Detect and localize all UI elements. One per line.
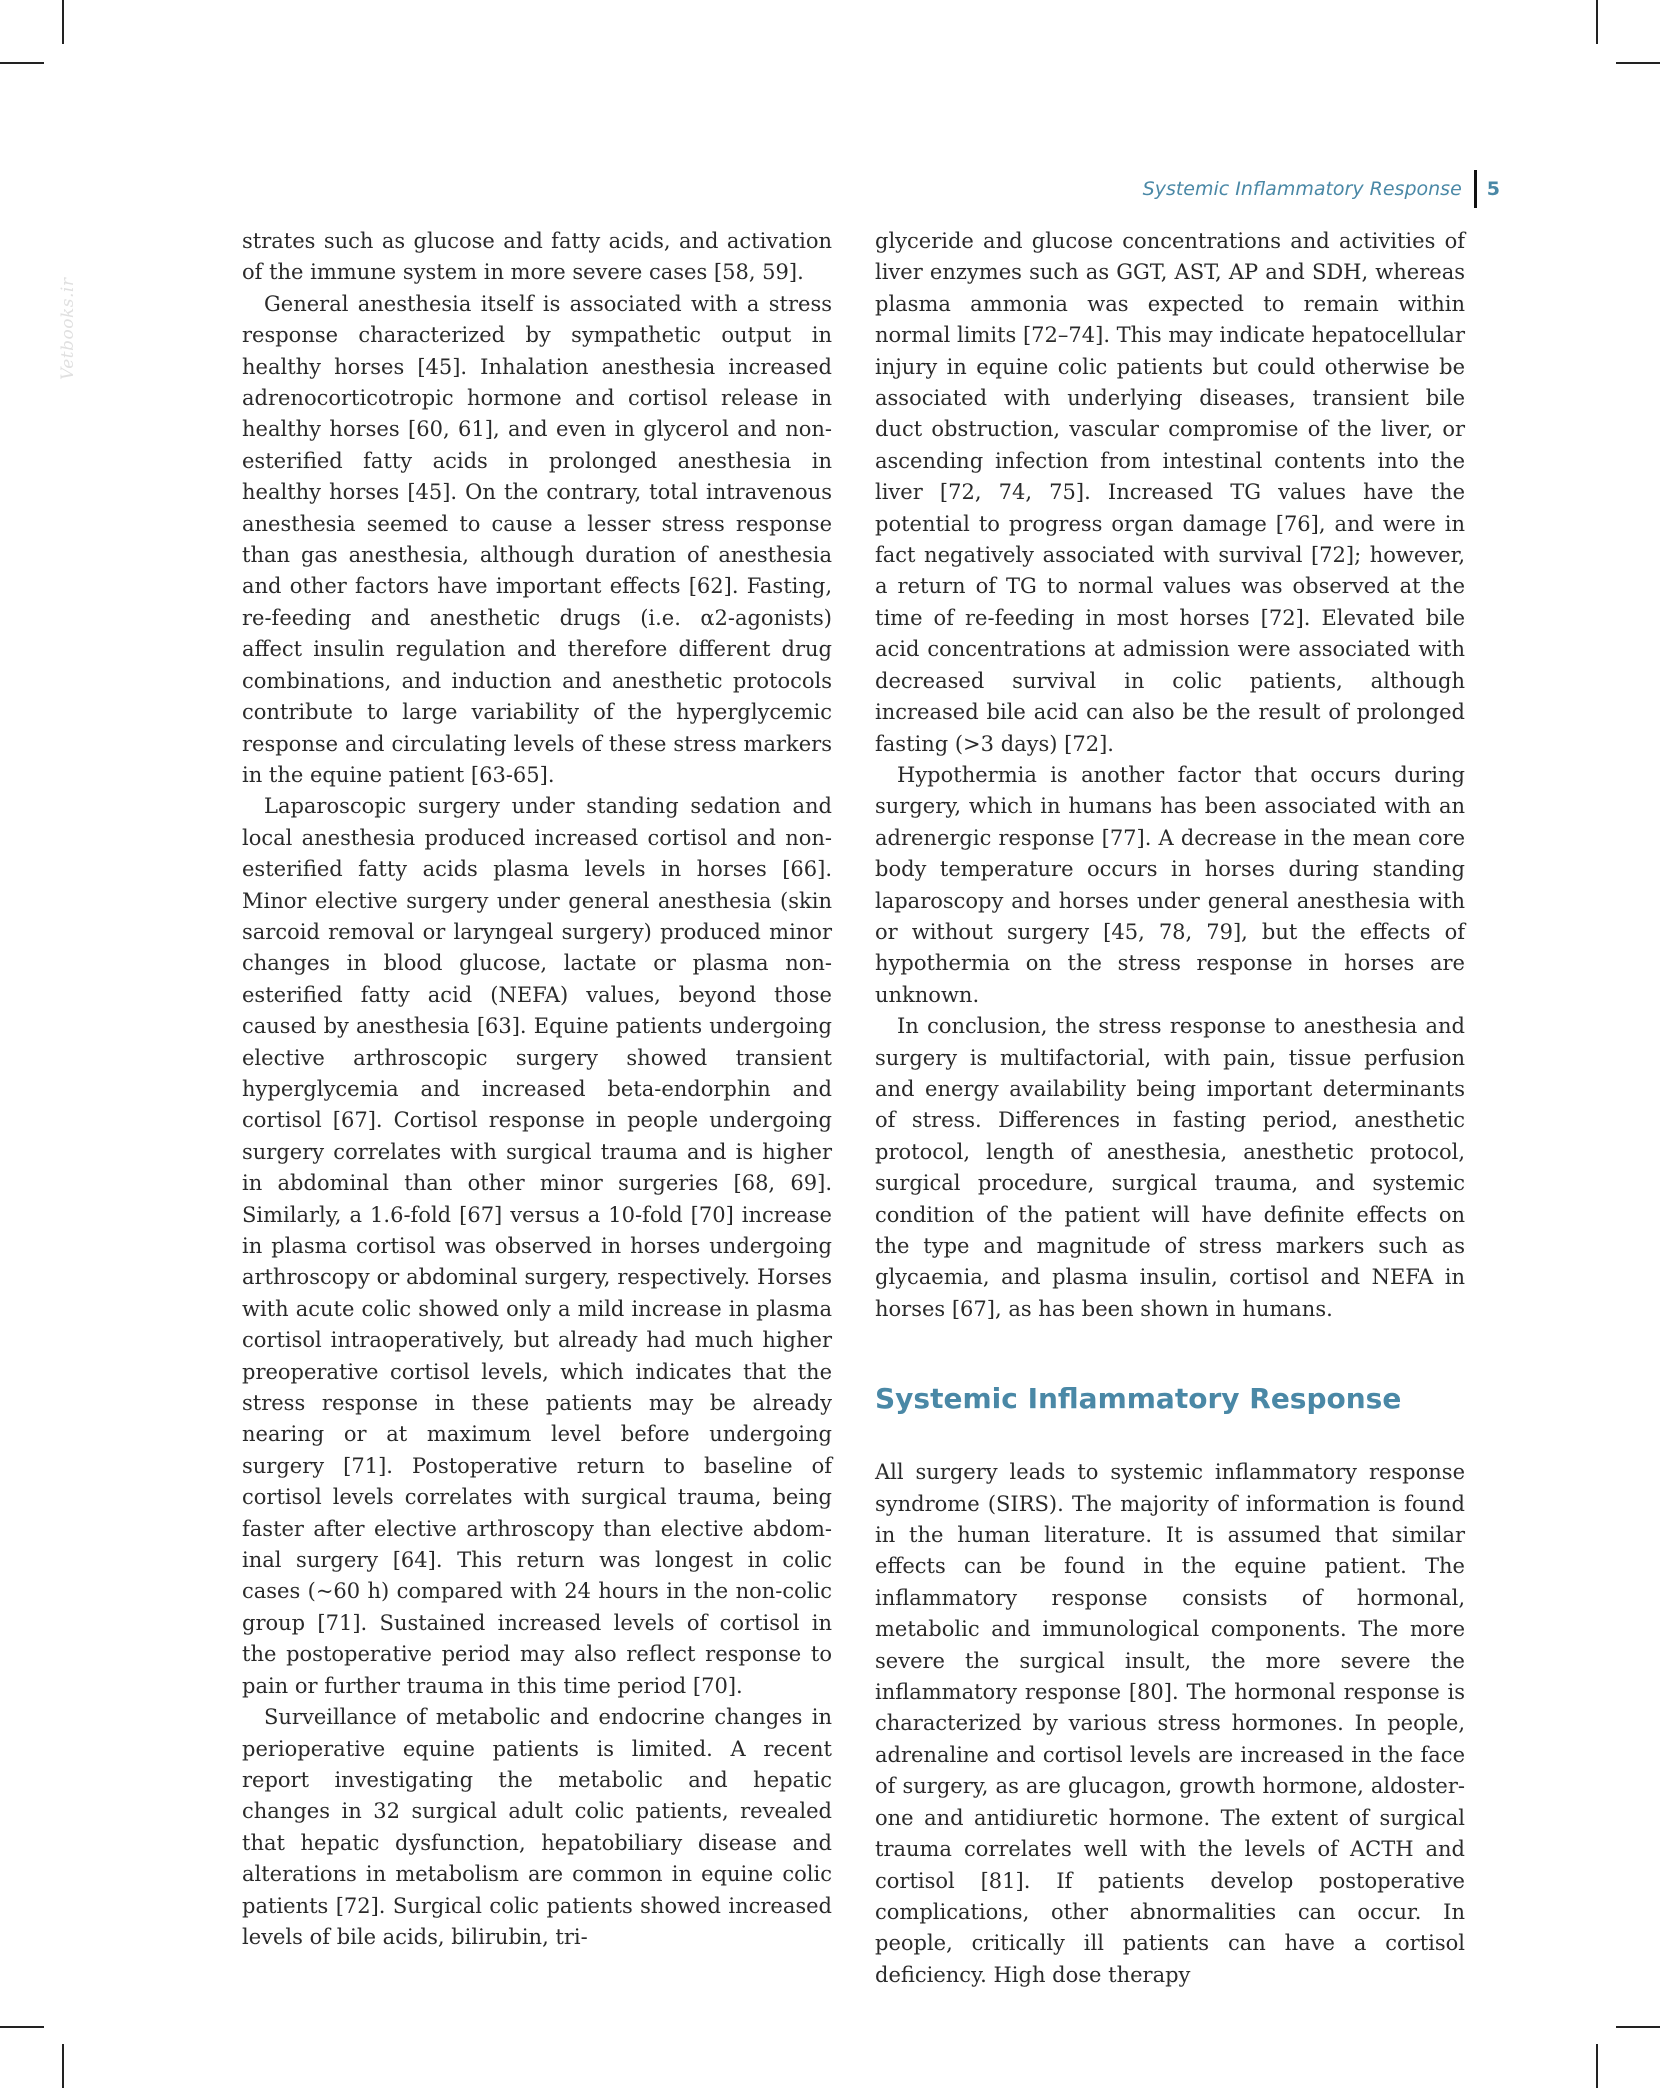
page-number: 5 <box>1486 178 1500 200</box>
crop-mark-bottom-left-h <box>0 2026 44 2028</box>
watermark: Vetbooks.ir <box>58 277 78 380</box>
paragraph: Surveillance of metabolic and endocrine changes in perioperative equine patients is limited. A recent report investigating the metabolic and hepatic changes in 32 surgical adult colic patients, revealed that hepatic dysfunction, hepatobiliary disease and alterations in metabolism are common in equine colic patients [72]. Surgical colic patients showed increased levels of bile acids, bilirubin, tri- <box>242 1705 832 1949</box>
crop-mark-top-right-v <box>1596 0 1598 44</box>
paragraph: General anesthesia itself is associated with a stress response characterized by sympathetic output in healthy horses [45]. Inhalation anesthesia increased adrenocorticotropic hormone and cortisol release in healthy horses [60, 61], and even in glycerol and non-esterified fatty acids in prolonged anesthesia in healthy horses [45]. On the contrary, total intravenous anesthesia seemed to cause a lesser stress response than gas anesthesia, although duration of anesthesia and other factors have important effects [62]. Fasting, re-feeding and anesthetic drugs (i.e. α2-agonists) affect insulin regulation and therefore different drug combinations, and induction and anesthetic protocols contribute to large variability of the hyperglycemic response and circulating levels of these stress markers in the equine patient [63-65]. <box>242 291 832 787</box>
paragraph: All surgery leads to systemic inflammatory response syndrome (SIRS). The majority of information is found in the human literature. It is assumed that similar effects can be found in the equine patient. The inflammatory response consists of hormonal, metabolic and immunological components. The more severe the surgical insult, the more severe the inflammatory response [80]. The hormonal response is characterized by various stress hormones. In people, adrenaline and cortisol levels are increased in the face of surgery, as are glucagon, growth hormone, aldosterone and antidiuretic hormone. The extent of surgical trauma correlates well with the levels of ACTH and cortisol [81]. If patients develop postoperative complications, other abnormalities can occur. In people, critically ill patients can have a cortisol deficiency. High dose therapy <box>875 1460 1465 1987</box>
crop-mark-top-left-h <box>0 62 44 64</box>
crop-mark-top-right-h <box>1616 62 1660 64</box>
running-title: Systemic Inflammatory Response <box>1142 178 1462 200</box>
paragraph: Laparoscopic surgery under standing sedation and local anesthesia produced increased cortisol and non-esterified fatty acids plasma levels in horses [66]. Minor elective surgery under general anesthesia (skin sarcoid removal or laryngeal surgery) produced minor changes in blood glucose, lactate or plasma non-esterified fatty acid (NEFA) values, beyond those caused by anesthesia [63]. Equine patients undergoing elective arthroscopic surgery showed transient hyperglycemia and increased beta-endorphin and cortisol [67]. Cortisol response in people undergoing surgery correlates with surgical trauma and is higher in abdominal than other minor surgeries [68, 69]. Similarly, a 1.6-fold [67] versus a 10-fold [70] increase in plasma cortisol was observed in horses undergoing arthroscopy or abdominal surgery, respectively. Horses with acute colic showed only a mild increase in plasma cortisol intraoperatively, but already had much higher preoperative cortisol levels, which indicates that the stress response in these patients may be already nearing or at maximum level before undergoing surgery [71]. Postoperative return to baseline of cortisol levels correlates with surgical trauma, being faster after elective arthroscopy than elective abdominal surgery [64]. This return was longest in colic cases (~60 h) compared with 24 hours in the non-colic group [71]. Sustained increased levels of cortisol in the postoperative period may also reflect response to pain or further trauma in this time period [70]. <box>242 794 832 1698</box>
crop-mark-top-left-v <box>62 0 64 44</box>
paragraph: In conclusion, the stress response to anesthesia and surgery is multifactorial, with pain, tissue perfusion and energy availability being important determinants of stress. Differences in fasting period, anesthetic protocol, length of anesthesia, anesthetic protocol, surgical procedure, surgical trauma, and systemic condition of the patient will have definite effects on the type and magnitude of stress markers such as glycaemia, and plasma insulin, cortisol and NEFA in horses [67], as has been shown in humans. <box>875 1014 1465 1321</box>
left-column <box>242 226 832 1953</box>
right-column <box>875 226 1465 1991</box>
crop-mark-bottom-left-v <box>62 2044 64 2088</box>
crop-mark-bottom-right-v <box>1596 2044 1598 2088</box>
crop-mark-bottom-right-h <box>1616 2026 1660 2028</box>
running-header <box>1143 170 1500 208</box>
paragraph: strates such as glucose and fatty acids, and activation of the immune system in more severe cases [58, 59]. <box>242 229 832 285</box>
paragraph: glyceride and glucose concentrations and activities of liver enzymes such as GGT, AST, AP and SDH, whereas plasma ammonia was expected to remain within normal limits [72–74]. This may indicate hepatocellular injury in equine colic patients but could otherwise be associated with underlying diseases, transient bile duct obstruction, vascular compromise of the liver, or ascending infection from intestinal contents into the liver [72, 74, 75]. Increased TG values have the potential to progress organ damage [76], and were in fact negatively associated with survival [72]; however, a return of TG to normal values was observed at the time of re-feeding in most horses [72]. Elevated bile acid concentrations at admission were associated with decreased survival in colic patients, although increased bile acid can also be the result of prolonged fasting (>3 days) [72]. <box>875 229 1465 756</box>
section-heading: Systemic Inflammatory Response <box>875 1382 1402 1416</box>
paragraph: Hypothermia is another factor that occurs during surgery, which in humans has been associated with an adrenergic response [77]. A decrease in the mean core body temperature occurs in horses during standing laparoscopy and horses under general anesthesia with or without surgery [45, 78, 79], but the effects of hypothermia on the stress response in horses are unknown. <box>875 762 1465 1007</box>
